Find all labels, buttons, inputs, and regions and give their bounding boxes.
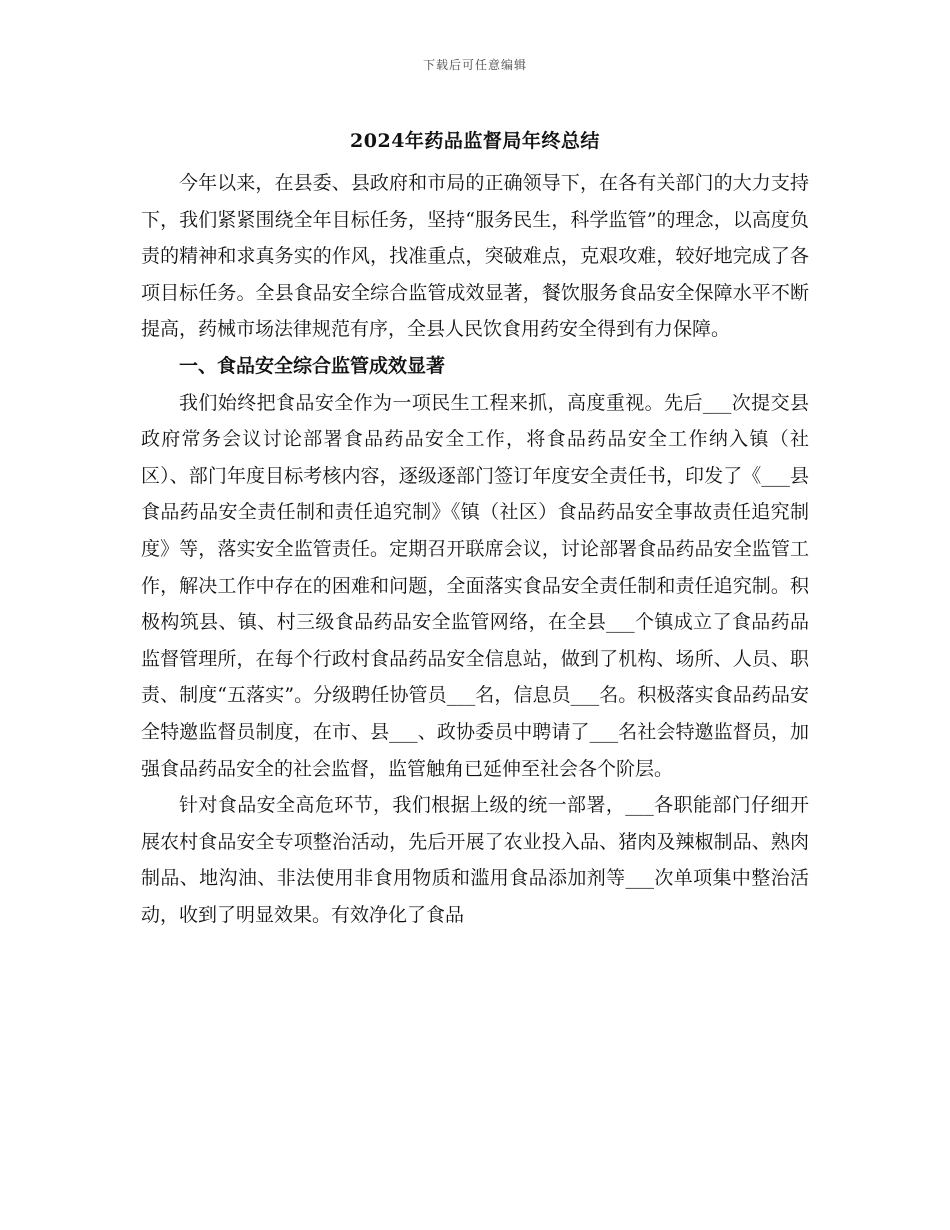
- document-body: [141, 165, 809, 933]
- intro-paragraph: 今年以来，在县委、县政府和市局的正确领导下，在各有关部门的大力支持下，我们紧紧围绕全年目标任务，坚持“服务民生，科学监管”的理念，以高度负责的精神和求真务实的作风，找准重点，突破难点，克艰攻难，较好地完成了各项目标任务。全县食品安全综合监管成效显著，餐饮服务食品安全保障水平不断提高，药械市场法律规范有序，全县人民饮食用药安全得到有力保障。: [141, 172, 809, 341]
- body-paragraph: 针对食品安全高危环节，我们根据上级的统一部署，___各职能部门仔细开展农村食品安全专项整治活动，先后开展了农业投入品、猪肉及辣椒制品、熟肉制品、地沟油、非法使用非食用物质和滥用食品添加剂等___次单项集中整治活动，收到了明显效果。有效净化了食品: [141, 794, 809, 926]
- header-note: 下载后可任意编辑: [422, 58, 527, 72]
- section-heading: 一、食品安全综合监管成效显著: [179, 354, 446, 377]
- body-paragraph: 我们始终把食品安全作为一项民生工程来抓，高度重视。先后___次提交县政府常务会议讨论部署食品药品安全工作，将食品药品安全工作纳入镇（社区）、部门年度目标考核内容，逐级逐部门签订年度安全责任书，印发了《___县食品药品安全责任制和责任追究制》《镇（社区）食品药品安全事故责任追究制度》等，落实安全监管责任。定期召开联席会议，讨论部署食品药品安全监管工作，解决工作中存在的困难和问题，全面落实食品安全责任制和责任追究制。积极构筑县、镇、村三级食品药品安全监管网络，在全县___个镇成立了食品药品监督管理所，在每个行政村食品药品安全信息站，做到了机构、场所、人员、职责、制度“五落实”。分级聘任协管员___名，信息员___名。积极落实食品药品安全特邀监督员制度，在市、县___、政协委员中聘请了___名社会特邀监督员，加强食品药品安全的社会监督，监管触角已延伸至社会各个阶层。: [141, 391, 809, 780]
- document-title: 2024年药品监督局年终总结: [350, 130, 600, 152]
